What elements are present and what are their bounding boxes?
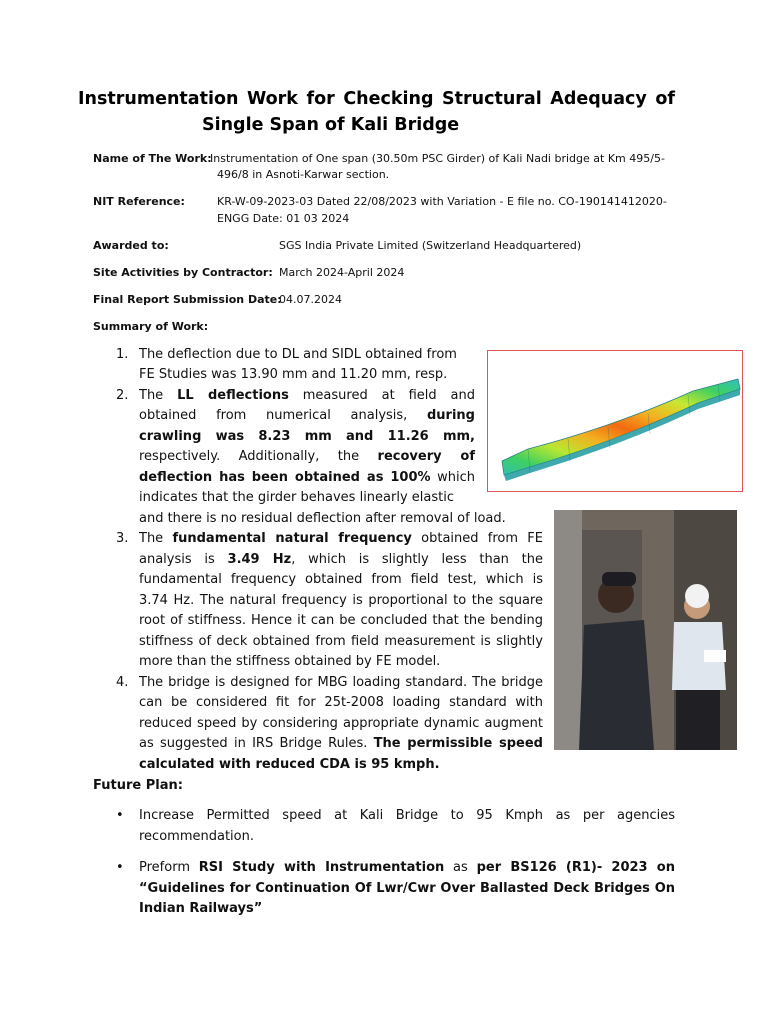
- summary-item-3-line-4: 3.74 Hz. The natural frequency is proportional to the square: [139, 593, 543, 608]
- summary-item-4-number: 4.: [116, 675, 129, 690]
- work-name-value-line-1: Instrumentation of One span (30.50m PSC Girder) of Kali Nadi bridge at Km 495/5-: [210, 152, 665, 165]
- summary-item-3-line-2: analysis is 3.49 Hz, which is slightly less than the: [139, 552, 544, 567]
- document-title-line-2: Single Span of Kali Bridge: [202, 115, 460, 135]
- summary-item-4-line-2: can be considered fit for 25t-2008 loading standard with: [139, 695, 543, 710]
- summary-item-2-line-6: indicates that the girder behaves linearly elastic: [139, 490, 455, 505]
- summary-item-2-number: 2.: [116, 388, 129, 403]
- summary-item-3-line-7: more than the stiffness obtained by FE model.: [139, 654, 441, 669]
- summary-item-3-line-3: fundamental frequency obtained from field test, which is: [139, 572, 543, 587]
- site-activities-value: March 2024-April 2024: [279, 266, 405, 279]
- summary-item-3-line-5: root of stiffness. Hence it can be concluded that the bending: [139, 613, 543, 628]
- future-bullet-2-icon: •: [116, 860, 124, 875]
- summary-item-2-line-2: obtained from numerical analysis, during: [139, 408, 475, 423]
- summary-item-4-line-5: calculated with reduced CDA is 95 kmph.: [139, 757, 440, 772]
- future-item-2-line-1: Preform RSI Study with Instrumentation as per BS126 (R1)- 2023 on: [139, 860, 675, 875]
- future-item-2-line-3: Indian Railways”: [139, 901, 263, 916]
- summary-item-1-line-2: FE Studies was 13.90 mm and 11.20 mm, resp.: [139, 367, 448, 382]
- summary-item-1-line-1: The deflection due to DL and SIDL obtained from: [139, 347, 457, 362]
- site-activities-label: Site Activities by Contractor:: [93, 266, 273, 279]
- summary-item-3-line-6: stiffness of deck obtained from field measurement is slightly: [139, 634, 543, 649]
- summary-item-3-line-1: The fundamental natural frequency obtained from FE: [139, 531, 544, 546]
- summary-item-3-number: 3.: [116, 531, 129, 546]
- fe-model-image: [487, 350, 743, 492]
- summary-item-4-line-3: reduced speed by considering appropriate dynamic augment: [139, 716, 543, 731]
- final-report-value: 04.07.2024: [279, 293, 342, 306]
- future-item-1-line-1: Increase Permitted speed at Kali Bridge to 95 Kmph as per agencies: [139, 808, 675, 823]
- summary-item-4-line-1: The bridge is designed for MBG loading standard. The bridge: [139, 675, 543, 690]
- summary-item-2-line-3: crawling was 8.23 mm and 11.26 mm,: [139, 429, 475, 444]
- summary-item-1-number: 1.: [116, 347, 129, 362]
- future-bullet-1-icon: •: [116, 808, 124, 823]
- summary-item-2-line-1: The LL deflections measured at field and: [139, 388, 475, 403]
- summary-item-2-line-7: and there is no residual deflection after removal of load.: [139, 511, 506, 526]
- work-name-value-line-2: 496/8 in Asnoti-Karwar section.: [217, 168, 390, 181]
- site-photo-image: [554, 510, 737, 750]
- final-report-label: Final Report Submission Date:: [93, 293, 282, 306]
- future-plan-heading: Future Plan:: [93, 778, 183, 793]
- summary-of-work-label: Summary of Work:: [93, 320, 209, 333]
- summary-item-4-line-4: as suggested in IRS Bridge Rules. The permissible speed: [139, 736, 543, 751]
- awarded-to-value: SGS India Private Limited (Switzerland Headquartered): [279, 239, 582, 252]
- nit-reference-value-line-2: ENGG Date: 01 03 2024: [217, 212, 350, 225]
- work-name-label: Name of The Work:: [93, 152, 212, 165]
- nit-reference-value-line-1: KR-W-09-2023-03 Dated 22/08/2023 with Variation - E file no. CO-190141412020-: [217, 195, 667, 208]
- site-photo: [554, 510, 737, 750]
- summary-item-2-line-5: deflection has been obtained as 100% which: [139, 470, 475, 485]
- future-item-2-line-2: “Guidelines for Continuation Of Lwr/Cwr Over Ballasted Deck Bridges On: [139, 881, 675, 896]
- awarded-to-label: Awarded to:: [93, 239, 169, 252]
- document-title-line-1: Instrumentation Work for Checking Structural Adequacy of: [78, 89, 675, 109]
- fe-girder-contour-icon: [488, 351, 742, 491]
- future-item-1-line-2: recommendation.: [139, 829, 254, 844]
- nit-reference-label: NIT Reference:: [93, 195, 185, 208]
- summary-item-2-line-4: respectively. Additionally, the recovery of: [139, 449, 475, 464]
